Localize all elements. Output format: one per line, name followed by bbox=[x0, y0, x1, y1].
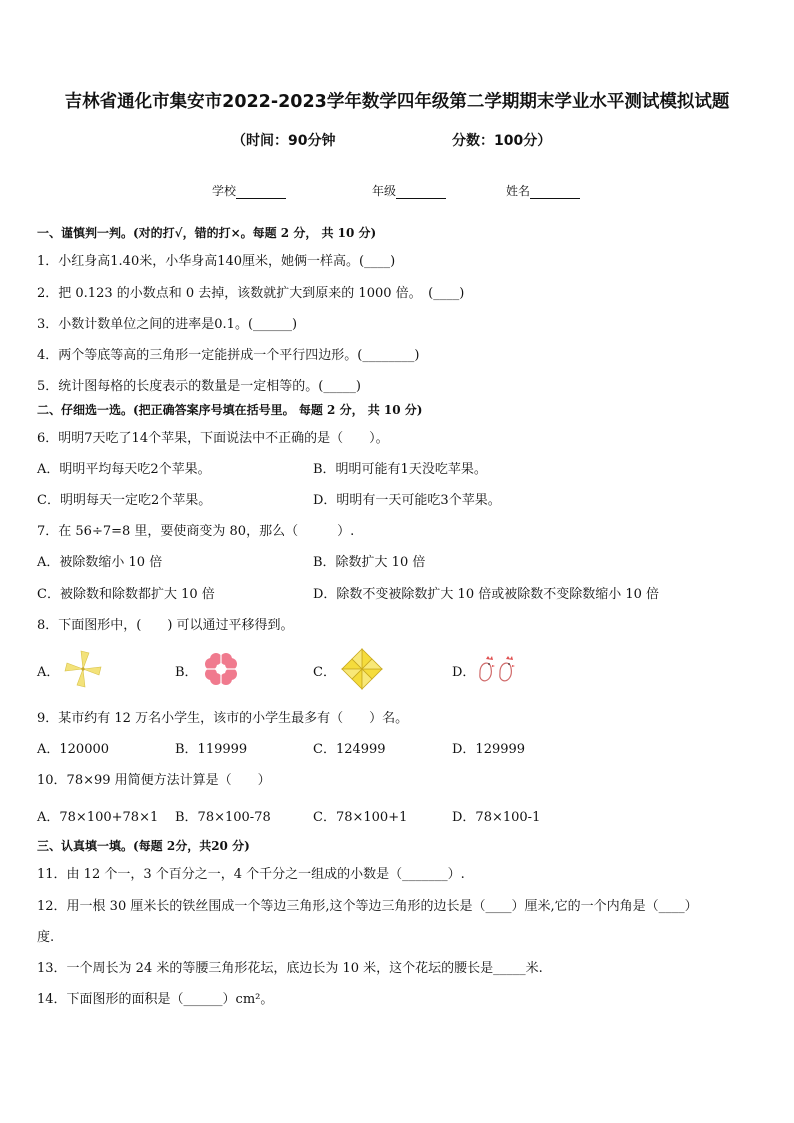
question-9-option-c[interactable]: C．124999 bbox=[313, 742, 386, 757]
windmill-icon bbox=[62, 648, 104, 690]
name-field[interactable] bbox=[506, 182, 580, 199]
question-6-option-b[interactable]: B．明明可能有1天没吃苹果。 bbox=[313, 462, 487, 477]
question-11: 11．由 12 个一，3 个百分之一，4 个千分之一组成的小数是（_______）. bbox=[37, 867, 465, 882]
name-blank[interactable] bbox=[530, 198, 580, 199]
question-7-option-a[interactable]: A．被除数缩小 10 倍 bbox=[37, 555, 163, 570]
question-10-option-a[interactable]: A．78×100+78×1 bbox=[37, 810, 159, 825]
exam-time: （时间：90分钟 bbox=[232, 133, 336, 149]
section-3-heading: 三、认真填一填。(每题 2分，共20 分) bbox=[37, 839, 250, 853]
question-5: 5．统计图每格的长度表示的数量是一定相等的。(_____) bbox=[37, 379, 361, 394]
name-label: 姓名 bbox=[506, 184, 531, 198]
question-6: 6．明明7天吃了14个苹果，下面说法中不正确的是（ ）。 bbox=[37, 431, 389, 446]
question-7-option-d[interactable]: D．除数不变被除数扩大 10 倍或被除数不变除数缩小 10 倍 bbox=[313, 587, 660, 602]
question-9: 9．某市约有 12 万名小学生，该市的小学生最多有（ ）名。 bbox=[37, 711, 409, 726]
question-7: 7．在 56÷7=8 里，要使商变为 80，那么（ ）. bbox=[37, 524, 355, 539]
question-12: 12．用一根 30 厘米长的铁丝围成一个等边三角形,这个等边三角形的边长是（____）厘米,它的一个内角是（____） bbox=[37, 899, 698, 914]
question-14: 14．下面图形的面积是（______）cm²。 bbox=[37, 992, 274, 1007]
question-7-option-c[interactable]: C．被除数和除数都扩大 10 倍 bbox=[37, 587, 215, 602]
question-6-option-d[interactable]: D．明明有一天可能吃3个苹果。 bbox=[313, 493, 501, 508]
grade-field[interactable] bbox=[372, 182, 446, 199]
question-8-option-b[interactable]: B． bbox=[175, 665, 198, 680]
question-8-option-c[interactable]: C． bbox=[313, 665, 336, 680]
question-8: 8．下面图形中，( ) 可以通过平移得到。 bbox=[37, 618, 294, 633]
pinwheel-icon bbox=[340, 647, 384, 691]
question-6-option-c[interactable]: C．明明每天一定吃2个苹果。 bbox=[37, 493, 212, 508]
question-10-option-d[interactable]: D．78×100-1 bbox=[452, 810, 541, 825]
question-10-option-b[interactable]: B．78×100-78 bbox=[175, 810, 271, 825]
exam-score: 分数：100分） bbox=[452, 133, 552, 149]
question-4: 4．两个等底等高的三角形一定能拼成一个平行四边形。(________) bbox=[37, 348, 420, 363]
grade-blank[interactable] bbox=[396, 198, 446, 199]
question-12-continued: 度. bbox=[37, 930, 55, 945]
two-chicks-icon bbox=[476, 650, 522, 686]
school-label: 学校 bbox=[212, 184, 237, 198]
question-8-option-a[interactable]: A． bbox=[37, 665, 60, 680]
school-field[interactable] bbox=[212, 182, 286, 199]
question-9-option-a[interactable]: A．120000 bbox=[37, 742, 110, 757]
question-2: 2．把 0.123 的小数点和 0 去掉，该数就扩大到原来的 1000 倍。 (____) bbox=[37, 286, 465, 301]
page-title: 吉林省通化市集安市2022-2023学年数学四年级第二学期期末学业水平测试模拟试题 bbox=[64, 92, 730, 112]
school-blank[interactable] bbox=[236, 198, 286, 199]
four-heart-flower-icon bbox=[200, 648, 242, 690]
question-10-option-c[interactable]: C．78×100+1 bbox=[313, 810, 408, 825]
question-6-option-a[interactable]: A．明明平均每天吃2个苹果。 bbox=[37, 462, 211, 477]
question-13: 13．一个周长为 24 米的等腰三角形花坛，底边长为 10 米，这个花坛的腰长是_____米. bbox=[37, 961, 543, 976]
question-9-option-d[interactable]: D．129999 bbox=[452, 742, 526, 757]
question-7-option-b[interactable]: B．除数扩大 10 倍 bbox=[313, 555, 426, 570]
question-3: 3．小数计数单位之间的进率是0.1。(______) bbox=[37, 317, 298, 332]
section-2-heading: 二、仔细选一选。(把正确答案序号填在括号里。 每题 2 分， 共 10 分) bbox=[37, 403, 423, 417]
section-1-heading: 一、谨慎判一判。(对的打√，错的打×。每题 2 分， 共 10 分) bbox=[37, 226, 377, 240]
question-1: 1．小红身高1.40米，小华身高140厘米，她俩一样高。(____) bbox=[37, 254, 396, 269]
grade-label: 年级 bbox=[372, 184, 397, 198]
question-9-option-b[interactable]: B．119999 bbox=[175, 742, 248, 757]
question-10: 10．78×99 用简便方法计算是（ ） bbox=[37, 773, 271, 788]
question-8-option-d[interactable]: D． bbox=[452, 665, 476, 680]
